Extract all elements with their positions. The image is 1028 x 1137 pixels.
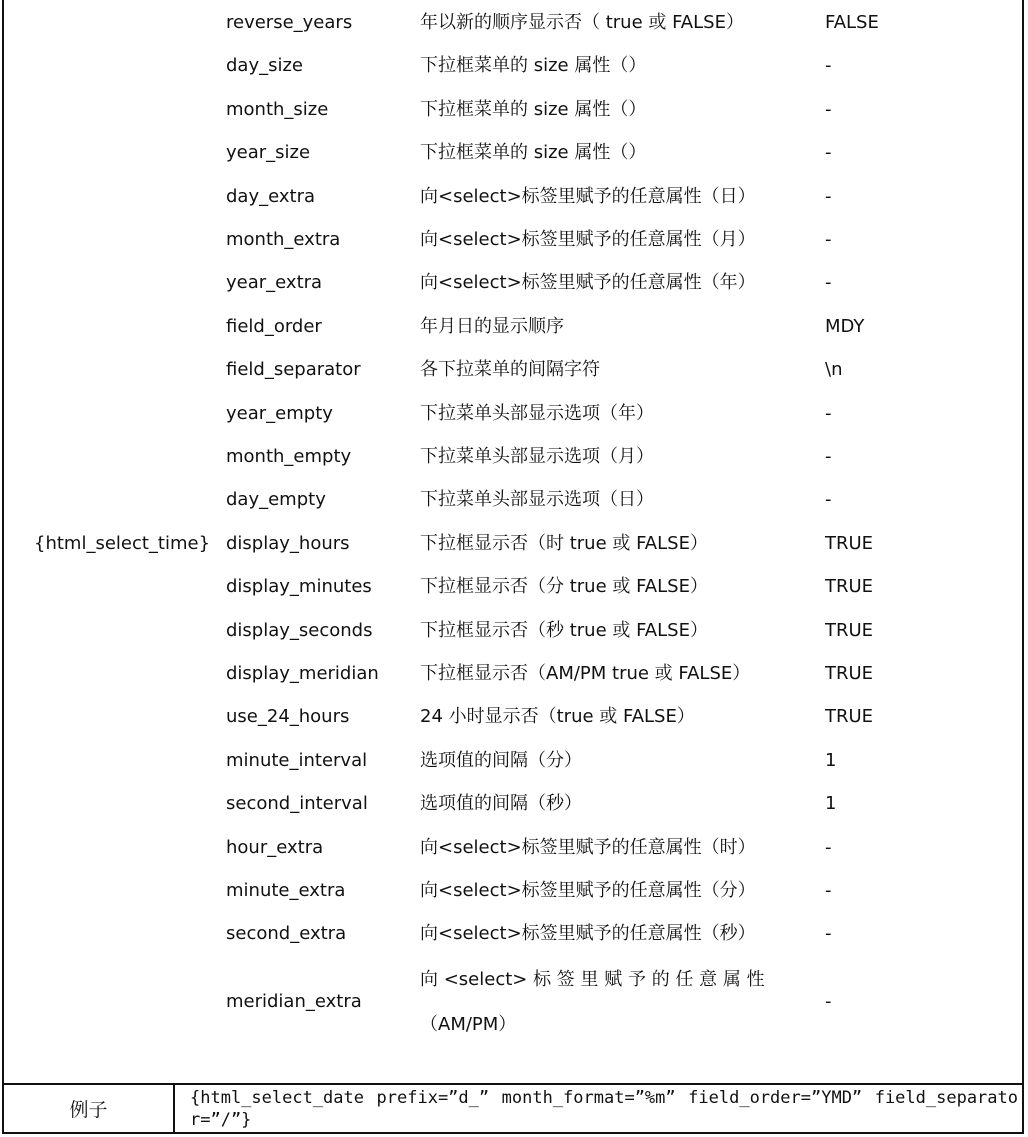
param-description: 下拉框显示否（分 true 或 FALSE） [420, 576, 708, 598]
param-name: minute_interval [226, 749, 368, 771]
param-default: TRUE [825, 576, 874, 598]
table-row [4, 262, 1022, 305]
param-default: - [825, 880, 832, 901]
param-default: - [825, 489, 832, 511]
param-description: 下拉框显示否（秒 true 或 FALSE） [420, 619, 708, 641]
param-name: month_extra [226, 229, 341, 250]
table-row [4, 349, 1022, 392]
table-row [4, 740, 1022, 783]
param-default: - [825, 923, 832, 945]
table-row [4, 696, 1022, 739]
param-description: 年以新的顺序显示否（ true 或 FALSE） [420, 12, 744, 33]
example-label: 例子 [4, 1085, 175, 1132]
table-row [4, 393, 1022, 436]
param-name: hour_extra [226, 836, 324, 858]
param-name: day_extra [226, 185, 316, 207]
param-default: - [825, 272, 832, 294]
table-row [4, 219, 1022, 262]
param-name: display_hours [226, 532, 350, 554]
param-default: FALSE [825, 12, 879, 33]
param-description: 下拉菜单头部显示选项（年） [420, 402, 654, 424]
param-default: - [825, 55, 832, 77]
table-row [4, 523, 1022, 566]
param-description: 选项值的间隔（分） [420, 749, 582, 771]
table-row [4, 653, 1022, 696]
table-row [4, 566, 1022, 609]
param-default: - [825, 402, 832, 424]
param-name: field_separator [226, 359, 361, 381]
param-name: month_size [226, 98, 329, 120]
param-description: 向<select>标签里赋予的任意属性（日） [420, 185, 756, 207]
table-row [4, 89, 1022, 132]
param-default: - [825, 142, 832, 164]
param-name: year_empty [226, 402, 333, 424]
param-default: TRUE [825, 532, 874, 554]
param-name: day_size [226, 55, 304, 77]
param-name: year_size [226, 142, 311, 164]
param-name: month_empty [226, 446, 352, 467]
table-row [4, 436, 1022, 479]
table-row [4, 870, 1022, 913]
param-default: - [825, 990, 832, 1012]
param-name: year_extra [226, 272, 323, 294]
table-row [4, 610, 1022, 653]
param-default: - [825, 229, 832, 250]
param-default: - [825, 98, 832, 120]
param-name: reverse_years [226, 12, 353, 33]
param-default: MDY [825, 315, 865, 337]
param-default: - [825, 836, 832, 858]
param-description: 下拉框菜单的 size 属性（） [420, 142, 647, 164]
param-description: 向 <select> 标 签 里 赋 予 的 任 意 属 性 （AM/PM） [420, 968, 765, 1035]
param-name: second_interval [226, 793, 368, 815]
param-description: 24 小时显示否（true 或 FALSE） [420, 706, 695, 728]
param-description: 下拉框菜单的 size 属性（） [420, 55, 647, 77]
param-description: 向<select>标签里赋予的任意属性（年） [420, 272, 756, 294]
param-name: second_extra [226, 923, 347, 945]
param-description: 选项值的间隔（秒） [420, 793, 582, 815]
param-default: 1 [825, 749, 837, 771]
table-row [4, 783, 1022, 826]
table-row [4, 132, 1022, 175]
example-row [4, 1083, 1022, 1132]
param-name: day_empty [226, 489, 326, 511]
table-row [4, 306, 1022, 349]
param-name: display_meridian [226, 663, 379, 684]
table-row [4, 176, 1022, 219]
param-description: 向<select>标签里赋予的任意属性（分） [420, 880, 756, 901]
parameter-section [4, 0, 1022, 1083]
param-default: \n [825, 359, 843, 381]
param-name: meridian_extra [226, 990, 362, 1012]
param-default: TRUE [825, 619, 874, 641]
document-table [2, 0, 1024, 1134]
param-name: use_24_hours [226, 706, 350, 728]
param-description: 下拉框菜单的 size 属性（） [420, 98, 647, 120]
param-description: 向<select>标签里赋予的任意属性（月） [420, 229, 756, 250]
param-description: 各下拉菜单的间隔字符 [420, 359, 600, 381]
param-description: 下拉菜单头部显示选项（日） [420, 489, 654, 511]
param-name: minute_extra [226, 880, 346, 901]
param-description: 年月日的显示顺序 [420, 315, 564, 337]
param-description: 向<select>标签里赋予的任意属性（时） [420, 836, 756, 858]
example-code: {html_select_date prefix=”d_” month_format=”%m” field_order=”YMD” field_separator=”/”} [190, 1088, 1018, 1130]
table-row [4, 957, 1022, 1047]
param-default: - [825, 446, 832, 467]
param-default: TRUE [825, 706, 874, 728]
table-row [4, 2, 1022, 45]
param-description: 下拉菜单头部显示选项（月） [420, 446, 654, 467]
param-name: display_seconds [226, 619, 373, 641]
group-label: {html_select_time} [34, 533, 211, 554]
param-default: - [825, 185, 832, 207]
table-row [4, 827, 1022, 870]
param-name: field_order [226, 315, 322, 337]
param-description: 向<select>标签里赋予的任意属性（秒） [420, 923, 756, 945]
table-row [4, 913, 1022, 956]
param-description: 下拉框显示否（时 true 或 FALSE） [420, 532, 708, 554]
param-description: 下拉框显示否（AM/PM true 或 FALSE） [420, 663, 751, 684]
table-row [4, 479, 1022, 522]
param-default: TRUE [825, 663, 874, 684]
param-default: 1 [825, 793, 837, 815]
param-name: display_minutes [226, 576, 372, 598]
table-row [4, 45, 1022, 88]
